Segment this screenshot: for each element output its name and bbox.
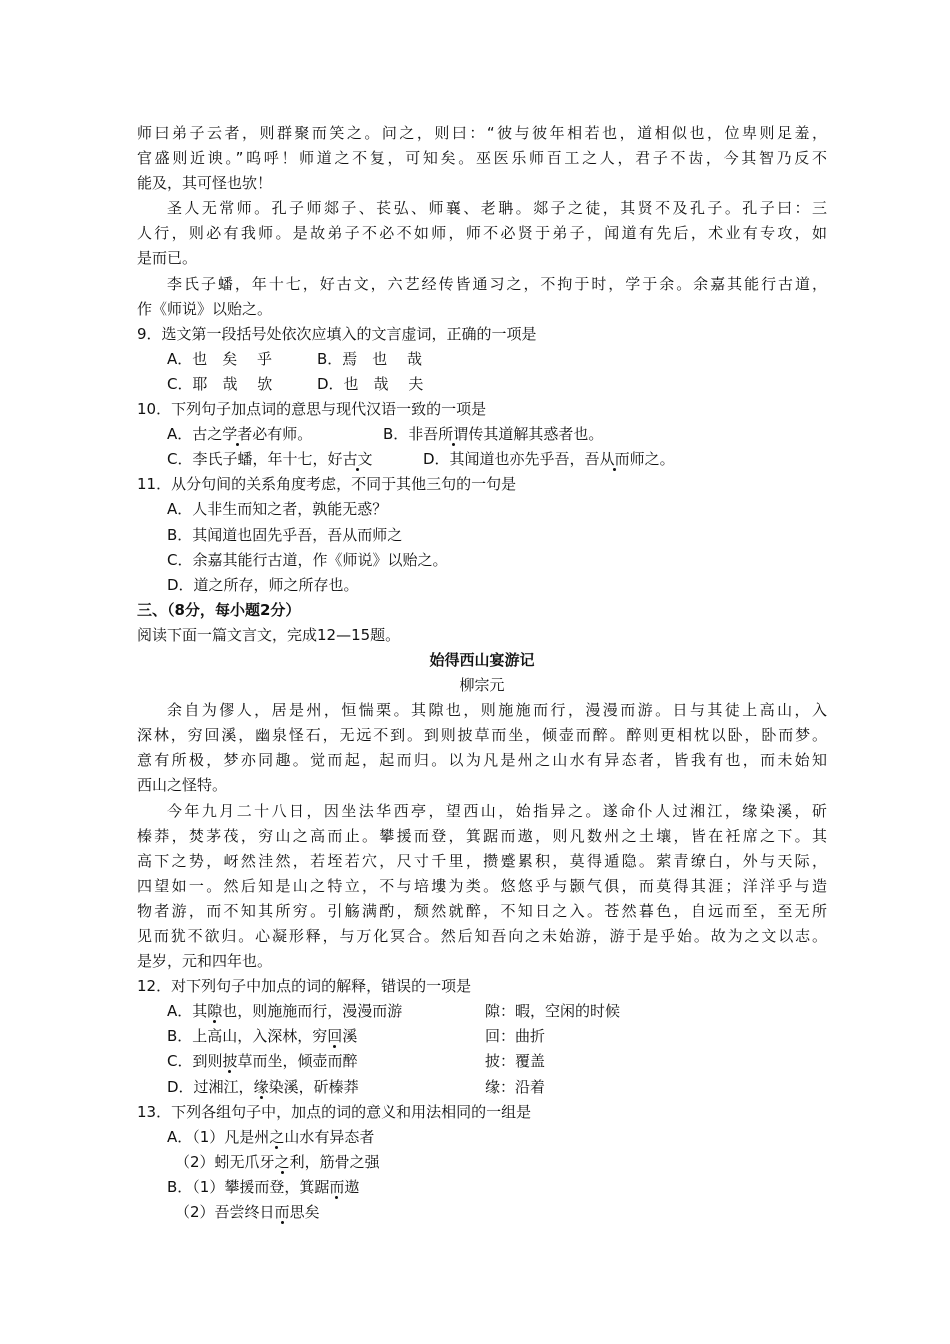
- question-stem: 12．对下列句子中加点的词的解释，错误的一项是: [137, 977, 472, 996]
- dotted-word: 披: [222, 1052, 238, 1071]
- option-text: D．过湘江，: [167, 1077, 254, 1096]
- passage-title: 始得西山宴游记: [429, 650, 535, 669]
- question-stem: 9．选文第一段括号处依次应填入的文言虚词，正确的一项是: [137, 324, 537, 343]
- option-row: [137, 347, 827, 372]
- passage-line: 是而已。: [137, 249, 198, 268]
- option-text: 师之。: [629, 450, 675, 469]
- option-d: [423, 447, 675, 472]
- option-a: A．也 矣 乎: [167, 349, 273, 368]
- passage-line: 官盛则近谀。”呜呼！师道之不复，可知矣。巫医乐师百工之人，君子不齿，今其智乃反不: [137, 149, 827, 168]
- dotted-word: 古文: [342, 450, 373, 469]
- passage-line: 深林，穷回溪，幽泉怪石，无远不到。到则披草而坐，倾壶而醉。醉则更相枕以卧，卧而梦。: [137, 726, 827, 745]
- dotted-word: 而: [329, 1177, 345, 1196]
- passage-line: 高下之势，岈然洼然，若垤若穴，尺寸千里，攒蹙累积，莫得遁隐。萦青缭白，外与天际，: [137, 851, 827, 870]
- option-text: B．非吾: [383, 425, 439, 444]
- passage-line: 能及，其可怪也欤！: [137, 174, 273, 193]
- option-a: [137, 999, 827, 1024]
- option-sentence: [167, 999, 485, 1024]
- passage-line: 圣人无常师。孔子师郯子、苌弘、师襄、老聃。郯子之徒，其贤不及孔子。孔子曰：三: [167, 199, 827, 218]
- option-text: A．古之: [167, 425, 223, 444]
- section-instruction: 阅读下面一篇文言文，完成12—15题。: [137, 625, 401, 644]
- passage-line: 物者游，而不知其所穷。引觞满酌，颓然就醉，不知日之入。苍然暮色，自远而至，至无所: [137, 901, 827, 920]
- passage-line: 是岁，元和四年也。: [137, 952, 273, 971]
- passage-xishan: [137, 698, 827, 974]
- option-a: [167, 422, 383, 447]
- section-heading: 三、（8分，每小题2分）: [137, 600, 301, 619]
- option-gloss: 回：曲折: [485, 1027, 546, 1046]
- option-d: [137, 1075, 827, 1100]
- option-b: [137, 1024, 827, 1049]
- passage-line: 意有所极，梦亦同趣。觉而起，起而归。以为凡是州之山水有异态者，皆我有也，而未始知: [137, 751, 827, 770]
- option-c: [137, 1049, 827, 1074]
- question-stem: 11．从分句间的关系角度考虑，不同于其他三句的一句是: [137, 475, 517, 494]
- option-text: A．（1）凡是州: [167, 1127, 270, 1146]
- option-text: 溪: [342, 1027, 358, 1046]
- dotted-word: 所谓: [438, 425, 469, 444]
- question-11: [137, 472, 827, 597]
- passage-line: 今年九月二十八日，因坐法华西亭，望西山，始指异之。遂命仆人过湘江，缘染溪，斫: [167, 801, 827, 820]
- option-text: C．李氏子蟠，年十七，好: [167, 450, 343, 469]
- option-a-1: [137, 1125, 827, 1150]
- option-c: [167, 447, 423, 472]
- option-sentence: [167, 1049, 485, 1074]
- passage-line: 人行，则必有我师。是故弟子不必不如师，师不必贤于弟子，闻道有先后，术业有专攻，如: [137, 224, 827, 243]
- option-text: （2）吾尝终日: [175, 1203, 275, 1222]
- option-gloss: 缘：沿着: [485, 1077, 546, 1096]
- option-d: D．也 哉 夫: [317, 374, 424, 393]
- passage-line: 西山之怪特。: [137, 776, 228, 795]
- option-text: 遨: [344, 1177, 360, 1196]
- option-text: 必有师。: [252, 425, 313, 444]
- option-text: B．上高山，入深林，穷: [167, 1027, 328, 1046]
- question-stem: 10．下列句子加点词的意思与现代汉语一致的一项是: [137, 400, 487, 419]
- option-row: [137, 447, 827, 472]
- option-text: D．其闻道也亦先乎吾，吾: [423, 450, 600, 469]
- option-b-2: [137, 1200, 827, 1225]
- dotted-word: 而: [274, 1203, 290, 1222]
- dotted-word: 回: [327, 1027, 343, 1046]
- option-b: B．其闻道也固先乎吾，吾从而师之: [167, 525, 403, 544]
- question-9: [137, 322, 827, 397]
- dotted-word: 缘: [253, 1077, 269, 1096]
- passage-line: 作《师说》以贻之。: [137, 299, 273, 318]
- passage-line: 见而犹不欲归。心凝形释，与万化冥合。然后知吾向之未始游，游于是乎始。故为之文以志。: [137, 927, 827, 945]
- dotted-word: 之: [274, 1152, 290, 1171]
- question-12: [137, 974, 827, 1099]
- option-row: [137, 372, 827, 397]
- option-sentence: [167, 1075, 485, 1100]
- option-c: C．耶 哉 欤: [167, 374, 273, 393]
- option-b: B．焉 也 哉: [317, 349, 423, 368]
- dotted-word: 隙: [207, 1002, 223, 1021]
- passage-line: 榛莽，焚茅茷，穷山之高而止。攀援而登，箕踞而遨，则凡数州之土壤，皆在衽席之下。其: [137, 826, 827, 845]
- option-a-2: [137, 1150, 827, 1175]
- option-text: C．到则: [167, 1052, 223, 1071]
- option-row: [137, 422, 827, 447]
- option-sentence: [167, 1024, 485, 1049]
- passage-line: 余自为僇人，居是州，恒惴栗。其隙也，则施施而行，漫漫而游。日与其徒上高山，入: [167, 701, 827, 720]
- option-d: D．道之所存，师之所存也。: [167, 575, 359, 594]
- option-text: 思矣: [289, 1203, 320, 1222]
- question-stem: 13．下列各组句子中，加点的词的意义和用法相同的一组是: [137, 1102, 532, 1121]
- passage-author: 柳宗元: [459, 676, 505, 695]
- option-text: （2）蚓无爪牙: [175, 1152, 275, 1171]
- passage-line: 四望如一。然后知是山之特立，不与培塿为类。悠悠乎与颢气俱，而莫得其涯；洋洋乎与造: [137, 876, 827, 895]
- question-10: [137, 397, 827, 472]
- option-text: 传其道解其惑者也。: [468, 425, 604, 444]
- option-text: 也，则施施而行，漫漫而游: [222, 1002, 403, 1021]
- option-text: 染溪，斫榛莽: [268, 1077, 359, 1096]
- dotted-word: 之: [269, 1127, 285, 1146]
- option-text: 山水有异态者: [284, 1127, 375, 1146]
- dotted-word: 学者: [222, 425, 253, 444]
- passage-shishuo: [137, 121, 827, 322]
- option-b-1: [137, 1175, 827, 1200]
- option-gloss: 隙：暇，空闲的时候: [485, 1002, 621, 1021]
- option-gloss: 披：覆盖: [485, 1052, 546, 1071]
- passage-line: 李氏子蟠，年十七，好古文，六艺经传皆通习之，不拘于时，学于余。余嘉其能行古道，: [167, 274, 827, 293]
- option-text: 草而坐，倾壶而醉: [237, 1052, 358, 1071]
- option-b: [383, 422, 603, 447]
- dotted-word: 从而: [599, 450, 630, 469]
- option-text: B．（1）攀援而登，箕踞: [167, 1177, 330, 1196]
- passage-line: 师曰弟子云者，则群聚而笑之。问之，则曰：“彼与彼年相若也，道相似也，位卑则足羞，: [137, 124, 827, 142]
- option-text: A．其: [167, 1002, 208, 1021]
- exam-content: [137, 121, 827, 1225]
- option-text: 利，筋骨之强: [289, 1152, 380, 1171]
- question-13: [137, 1100, 827, 1225]
- option-a: A．人非生而知之者，孰能无惑？: [167, 500, 388, 519]
- option-c: C．余嘉其能行古道，作《师说》以贻之。: [167, 550, 448, 569]
